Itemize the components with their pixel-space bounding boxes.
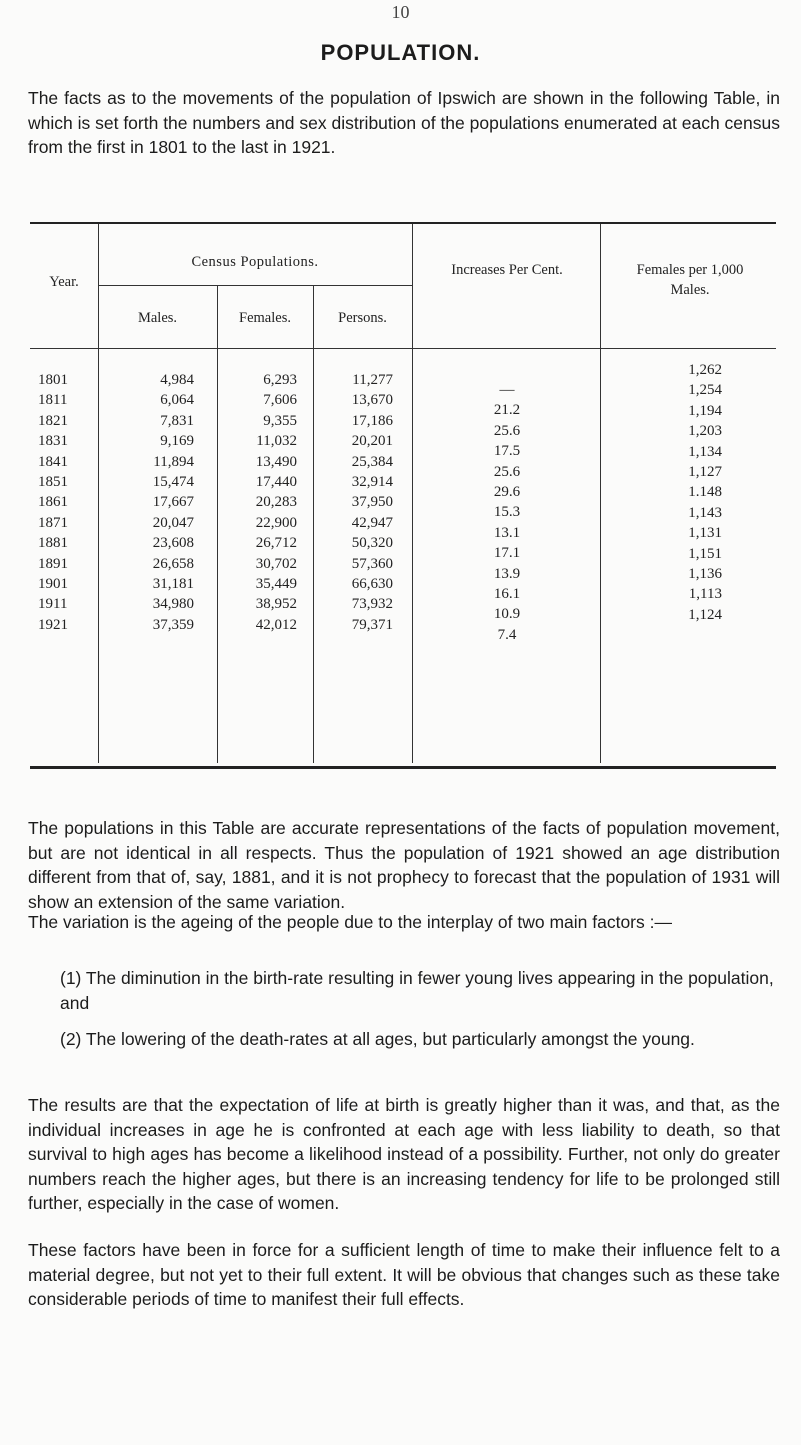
cell-females: 6,293: [263, 372, 297, 388]
cell-females: 9,355: [263, 412, 297, 429]
cell-year: 1921: [38, 616, 68, 633]
table-divider: [600, 224, 601, 763]
cell-males: 26,658: [152, 555, 194, 572]
table-divider: [98, 285, 412, 286]
cell-males: 4,984: [160, 372, 194, 388]
cell-persons: 66,630: [351, 576, 393, 593]
cell-females: 20,283: [255, 494, 297, 511]
cell-increase: 10.9: [493, 606, 521, 623]
cell-males: 11,894: [153, 453, 194, 470]
cell-year: 1911: [38, 596, 68, 613]
factor-1: (1) The diminution in the birth-rate resulting in fewer young lives appearing in the population, and: [60, 968, 774, 1013]
cell-increase: 25.6: [493, 422, 521, 439]
factor-2: (2) The lowering of the death-rates at all ages, but particularly amongst the young.: [60, 1029, 695, 1049]
cell-females: 7,606: [263, 392, 297, 409]
header-year: Year.: [49, 274, 79, 290]
header-increases: Increases Per Cent.: [451, 262, 563, 278]
column-males: [98, 370, 194, 635]
cell-females-per-1000: 1,262: [688, 362, 722, 378]
cell-females: 42,012: [255, 616, 297, 633]
column-increases: [448, 380, 566, 645]
paragraph-2: The populations in this Table are accurate representations of the facts of population movement, but are not identical in all respects. Thus the population of 1921 showed an age distribution different from that of, say, 1881, and it is not prophecy to forecast that the population of 1931 will show an extension of the same variation.: [28, 818, 780, 912]
cell-persons: 11,277: [352, 372, 393, 388]
cell-females-per-1000: 1,254: [688, 382, 722, 399]
cell-increase: 25.6: [493, 463, 521, 480]
cell-increase: 21.2: [493, 402, 521, 419]
cell-females: 17,440: [255, 474, 297, 491]
cell-females: 22,900: [255, 514, 297, 531]
cell-females-per-1000: 1,127: [688, 464, 722, 481]
cell-year: 1871: [38, 514, 68, 531]
header-males: Males.: [137, 310, 178, 326]
cell-females-per-1000: 1,131: [688, 525, 722, 542]
cell-year: 1881: [38, 535, 68, 552]
table-divider: [30, 348, 776, 349]
cell-males: 17,667: [152, 494, 194, 511]
cell-increase: 29.6: [493, 484, 521, 501]
cell-year: 1831: [38, 433, 68, 450]
cell-persons: 57,360: [351, 555, 393, 572]
table-divider: [412, 224, 413, 763]
cell-females-per-1000: 1,134: [688, 443, 722, 460]
header-persons: Persons.: [338, 310, 387, 326]
paragraph-5: These factors have been in force for a sufficient length of time to make their influence felt to a material degree, but not yet to their full extent. It will be obvious that changes such as these take considerable periods of time to manifest their full effects.: [28, 1240, 780, 1309]
cell-persons: 79,371: [351, 616, 393, 633]
cell-persons: 17,186: [351, 412, 393, 429]
paragraph-3: The variation is the ageing of the people due to the interplay of two main factors :—: [28, 912, 672, 932]
column-females: [217, 370, 297, 635]
cell-females-per-1000: 1,143: [688, 504, 722, 521]
cell-females-per-1000: 1,113: [688, 586, 722, 603]
population-table: [30, 222, 776, 769]
cell-females: 38,952: [255, 596, 297, 613]
cell-males: 37,359: [152, 616, 194, 633]
cell-females-per-1000: 1,194: [688, 402, 722, 419]
cell-males: 23,608: [152, 535, 194, 552]
cell-females-per-1000: 1,124: [688, 606, 722, 623]
cell-females-per-1000: 1,136: [688, 566, 722, 583]
column-persons: [313, 370, 393, 635]
cell-males: 31,181: [152, 576, 194, 593]
cell-males: 9,169: [160, 433, 194, 450]
cell-persons: 37,950: [351, 494, 393, 511]
cell-year: 1821: [38, 412, 68, 429]
cell-increase: 13.1: [493, 524, 521, 541]
cell-females: 35,449: [255, 576, 297, 593]
cell-persons: 42,947: [351, 514, 393, 531]
header-females-per-1000: Females per 1,000 Males.: [636, 262, 744, 298]
cell-increase: 13.9: [493, 565, 521, 582]
cell-increase: 17.1: [493, 545, 521, 562]
cell-females-per-1000: 1,151: [688, 545, 722, 562]
cell-males: 6,064: [160, 392, 194, 409]
cell-males: 20,047: [152, 514, 194, 531]
header-females: Females.: [239, 310, 291, 326]
cell-females-per-1000: 1,203: [688, 423, 722, 440]
paragraph-4: The results are that the expectation of life at birth is greatly higher than it was, and that, as the individual increases in age he is confronted at each age with less liability to death, so that survival to high ages has become a likelihood instead of a possibility. Further, not only do greater numbers reach the higher ages, but there is an increasing tendency for life to be prolonged still further, especially in the case of women.: [28, 1095, 780, 1213]
cell-persons: 13,670: [351, 392, 393, 409]
cell-increase: —: [499, 382, 515, 398]
cell-year: 1811: [38, 392, 68, 409]
cell-year: 1901: [38, 576, 68, 593]
cell-persons: 50,320: [351, 535, 393, 552]
header-census-populations: Census Populations.: [191, 254, 319, 270]
cell-increase: 16.1: [493, 586, 521, 603]
cell-males: 34,980: [152, 596, 194, 613]
page-number: 10: [391, 2, 410, 22]
cell-persons: 73,932: [351, 596, 393, 613]
cell-persons: 20,201: [351, 433, 393, 450]
column-year: [38, 370, 94, 635]
cell-males: 15,474: [152, 474, 194, 491]
cell-females-per-1000: 1.148: [688, 484, 722, 501]
cell-year: 1801: [38, 372, 68, 388]
cell-year: 1851: [38, 474, 68, 491]
page-title: POPULATION.: [320, 40, 481, 65]
cell-year: 1891: [38, 555, 68, 572]
cell-increase: 15.3: [493, 504, 521, 521]
cell-increase: 7.4: [497, 626, 517, 643]
cell-persons: 25,384: [351, 453, 393, 470]
cell-females: 30,702: [255, 555, 297, 572]
cell-persons: 32,914: [351, 474, 393, 491]
cell-females: 11,032: [256, 433, 297, 450]
intro-paragraph: The facts as to the movements of the population of Ipswich are shown in the following Table, in which is set forth the numbers and sex distribution of the populations enumerated at each census from the first in 1801 to the last in 1921.: [28, 88, 780, 157]
cell-year: 1861: [38, 494, 68, 511]
cell-increase: 17.5: [493, 443, 521, 460]
column-females-per-1000: [620, 360, 722, 625]
cell-year: 1841: [38, 453, 68, 470]
cell-females: 26,712: [255, 535, 297, 552]
cell-females: 13,490: [255, 453, 297, 470]
cell-males: 7,831: [160, 412, 194, 429]
